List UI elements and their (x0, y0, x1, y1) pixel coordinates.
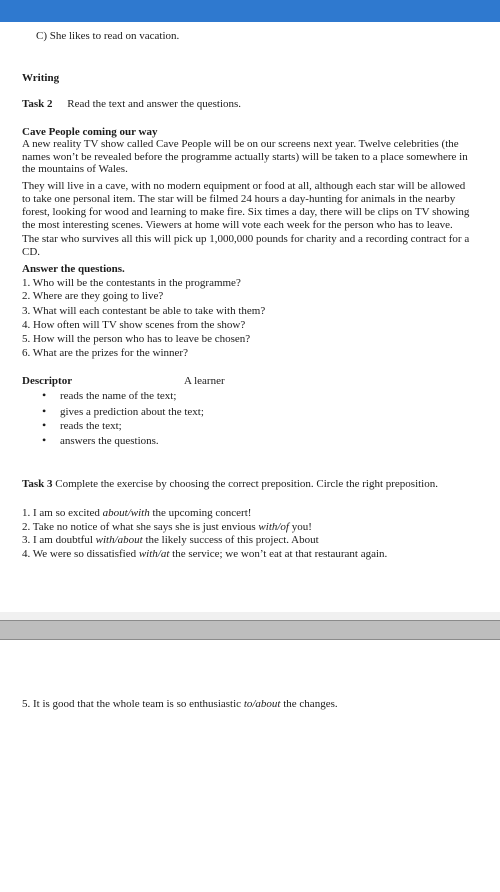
top-bar (0, 0, 500, 22)
exercise-item (22, 548, 387, 560)
questions-heading: Answer the questions. (22, 263, 125, 275)
question-item: 2. Where are they going to live? (22, 290, 164, 302)
preposition-choice: with/about (95, 534, 143, 546)
question-item: 6. What are the prizes for the winner? (22, 347, 188, 359)
exercise-text: 2. Take no notice of what she says she is just envious (22, 521, 259, 533)
task2-heading (22, 98, 241, 110)
descriptor-label: Descriptor (22, 375, 73, 387)
task3-label: Task 3 (22, 478, 53, 490)
document-page-2 (0, 640, 500, 892)
article-line: A new reality TV show called Cave People will be on our screens next year. Twelve celebrities (the (22, 138, 459, 150)
task3-instruction: Complete the exercise by choosing the correct preposition. Circle the right preposition. (55, 478, 438, 490)
document-page-1 (0, 22, 500, 612)
bullet-icon: • (42, 388, 47, 402)
task3-heading (22, 478, 438, 490)
descriptor-bullet: gives a prediction about the text; (60, 406, 204, 418)
exercise-text: 5. It is good that the whole team is so enthusiastic (22, 698, 244, 710)
question-item: 1. Who will be the contestants in the programme? (22, 277, 241, 289)
preposition-choice: with/of (258, 521, 289, 533)
exercise-text: 3. I am doubtful (22, 534, 96, 546)
preposition-choice: to/about (243, 698, 281, 710)
exercise-text: the changes. (280, 698, 338, 710)
descriptor-bullet: answers the questions. (60, 435, 159, 447)
article-line: the mountains of Wales. (22, 163, 128, 175)
exercise-item (22, 534, 319, 546)
descriptor-bullet: reads the name of the text; (60, 390, 177, 402)
question-item: 5. How will the person who has to leave be chosen? (22, 333, 251, 345)
article-line: The star who survives all this will pick up 1,000,000 pounds for charity and a recording contract for a (22, 233, 470, 245)
exercise-item (22, 698, 338, 710)
section-title: Writing (22, 72, 60, 84)
exercise-item (22, 521, 312, 533)
page-gap (0, 612, 500, 620)
exercise-text: 4. We were so dissatisfied (22, 548, 139, 560)
article-line: the most interesting scenes. Viewers at home will vote each week for the person who has to leave. (22, 219, 453, 231)
article-line: to take one personal item. The star will be filmed 24 hours a day-hunting for animals in the nearby (22, 193, 456, 205)
task2-instruction: Read the text and answer the questions. (67, 98, 242, 110)
question-item: 3. What will each contestant be able to take with them? (22, 305, 266, 317)
exercise-text: 1. I am so excited (22, 507, 103, 519)
exercise-text: the upcoming concert! (149, 507, 252, 519)
bullet-icon: • (42, 404, 47, 418)
preposition-choice: with/at (138, 548, 170, 560)
bullet-icon: • (42, 418, 47, 432)
question-item: 4. How often will TV show scenes from the show? (22, 319, 246, 331)
preposition-choice: about/with (102, 507, 150, 519)
article-line: names won’t be revealed before the programme actually starts) will be taken to a place somewhere in (22, 151, 468, 163)
article-title: Cave People coming our way (22, 126, 158, 138)
bullet-icon: • (42, 433, 47, 447)
article-line: CD. (22, 246, 41, 258)
exercise-item (22, 507, 251, 519)
article-line: forest, looking for wood and learning to make fire. Six times a day, there will be clips on TV showing (22, 206, 470, 218)
page-separator (0, 620, 500, 640)
article-line: They will live in a cave, with no modern equipment or food at all, although each star will be allowed (22, 180, 466, 192)
top-line: C) She likes to read on vacation. (36, 30, 180, 42)
descriptor-column: A learner (184, 375, 225, 387)
task2-label: Task 2 (22, 98, 53, 110)
descriptor-bullet: reads the text; (60, 420, 122, 432)
exercise-text: you! (288, 521, 312, 533)
exercise-text: the service; we won’t eat at that restaurant again. (169, 548, 388, 560)
exercise-text: the likely success of this project. About (142, 534, 319, 546)
